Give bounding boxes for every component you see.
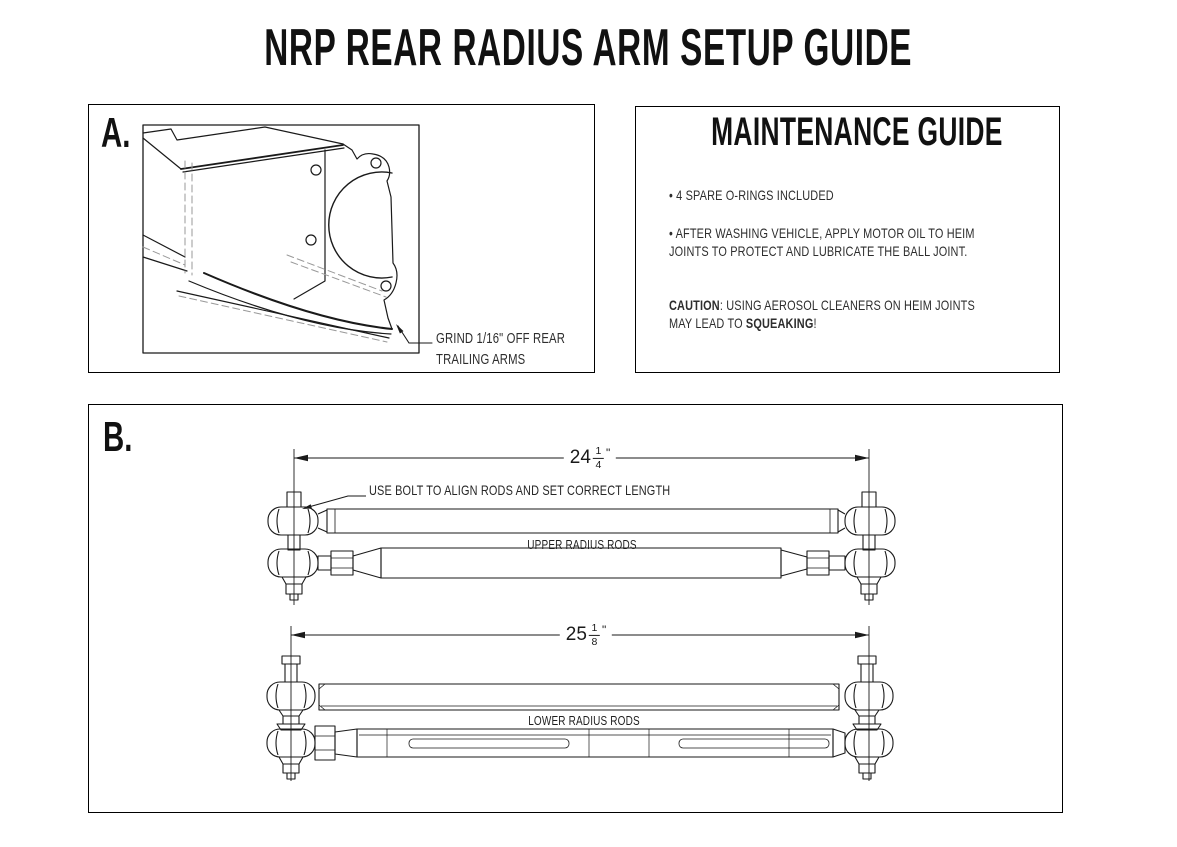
caution-note [669, 297, 985, 332]
dimension-arrowhead-icon [291, 632, 305, 639]
bolt-hole [306, 235, 316, 245]
lower-rod-2 [267, 726, 893, 779]
page-title [0, 19, 1177, 77]
section-a-panel [88, 104, 595, 373]
grind-annotation [436, 329, 565, 371]
lower-dim-unit: " [601, 622, 607, 637]
lower-dimension-text [560, 623, 612, 647]
dimension-arrowhead-icon [855, 632, 869, 639]
caution-text: : USING AEROSOL CLEANERS ON HEIM JOINTS MAY LEAD TO [669, 297, 975, 331]
upper-dim-unit: " [605, 445, 611, 460]
bolt-note-leader [302, 496, 366, 509]
upper-dimension-text [564, 446, 616, 470]
grind-annotation-line1: GRIND 1/16" OFF REAR [436, 331, 566, 347]
upper-rods-label: UPPER RADIUS RODS [527, 538, 637, 552]
bracket-isometric [143, 127, 397, 338]
bullet-spare-orings: • 4 SPARE O-RINGS INCLUDED [669, 187, 834, 203]
section-b-panel [88, 404, 1063, 813]
caution-suffix: ! [813, 314, 817, 331]
bolt-alignment-note: USE BOLT TO ALIGN RODS AND SET CORRECT LENGTH [369, 482, 671, 498]
section-b-label: B. [103, 413, 133, 460]
upper-dimension [294, 449, 869, 605]
grind-annotation-line2: TRAILING ARMS [436, 352, 526, 368]
bolt-hole [371, 158, 381, 168]
upper-rod-2 [268, 548, 895, 600]
caution-label: CAUTION [669, 297, 720, 313]
dimension-arrowhead-icon [294, 455, 308, 462]
lower-rods-label: LOWER RADIUS RODS [528, 714, 640, 728]
dimension-arrowhead-icon [855, 455, 869, 462]
upper-dim-fraction: $\frac{1}{4}$ [593, 446, 604, 470]
bolt-hole [381, 281, 391, 291]
maintenance-title: MAINTENANCE GUIDE [711, 110, 1003, 154]
bolt-hole [311, 165, 321, 175]
grind-leader-line [396, 324, 432, 343]
page-title-text: NRP REAR RADIUS ARM SETUP GUIDE [264, 19, 913, 77]
section-a-label: A. [101, 109, 131, 156]
lower-dim-whole: 25 [565, 624, 587, 645]
axle-cutout [329, 172, 392, 278]
maintenance-panel [635, 106, 1060, 373]
lower-dimension [291, 626, 869, 781]
lower-dim-fraction: $\frac{1}{8}$ [589, 623, 600, 647]
caution-emphasis: SQUEAKING [745, 314, 814, 331]
hidden-lines [143, 161, 387, 342]
upper-dim-whole: 24 [569, 447, 591, 468]
bullet-motor-oil: • AFTER WASHING VEHICLE, APPLY MOTOR OIL TO HEIM JOINTS TO PROTECT AND LUBRICATE THE BALL JOINT. [669, 225, 975, 259]
